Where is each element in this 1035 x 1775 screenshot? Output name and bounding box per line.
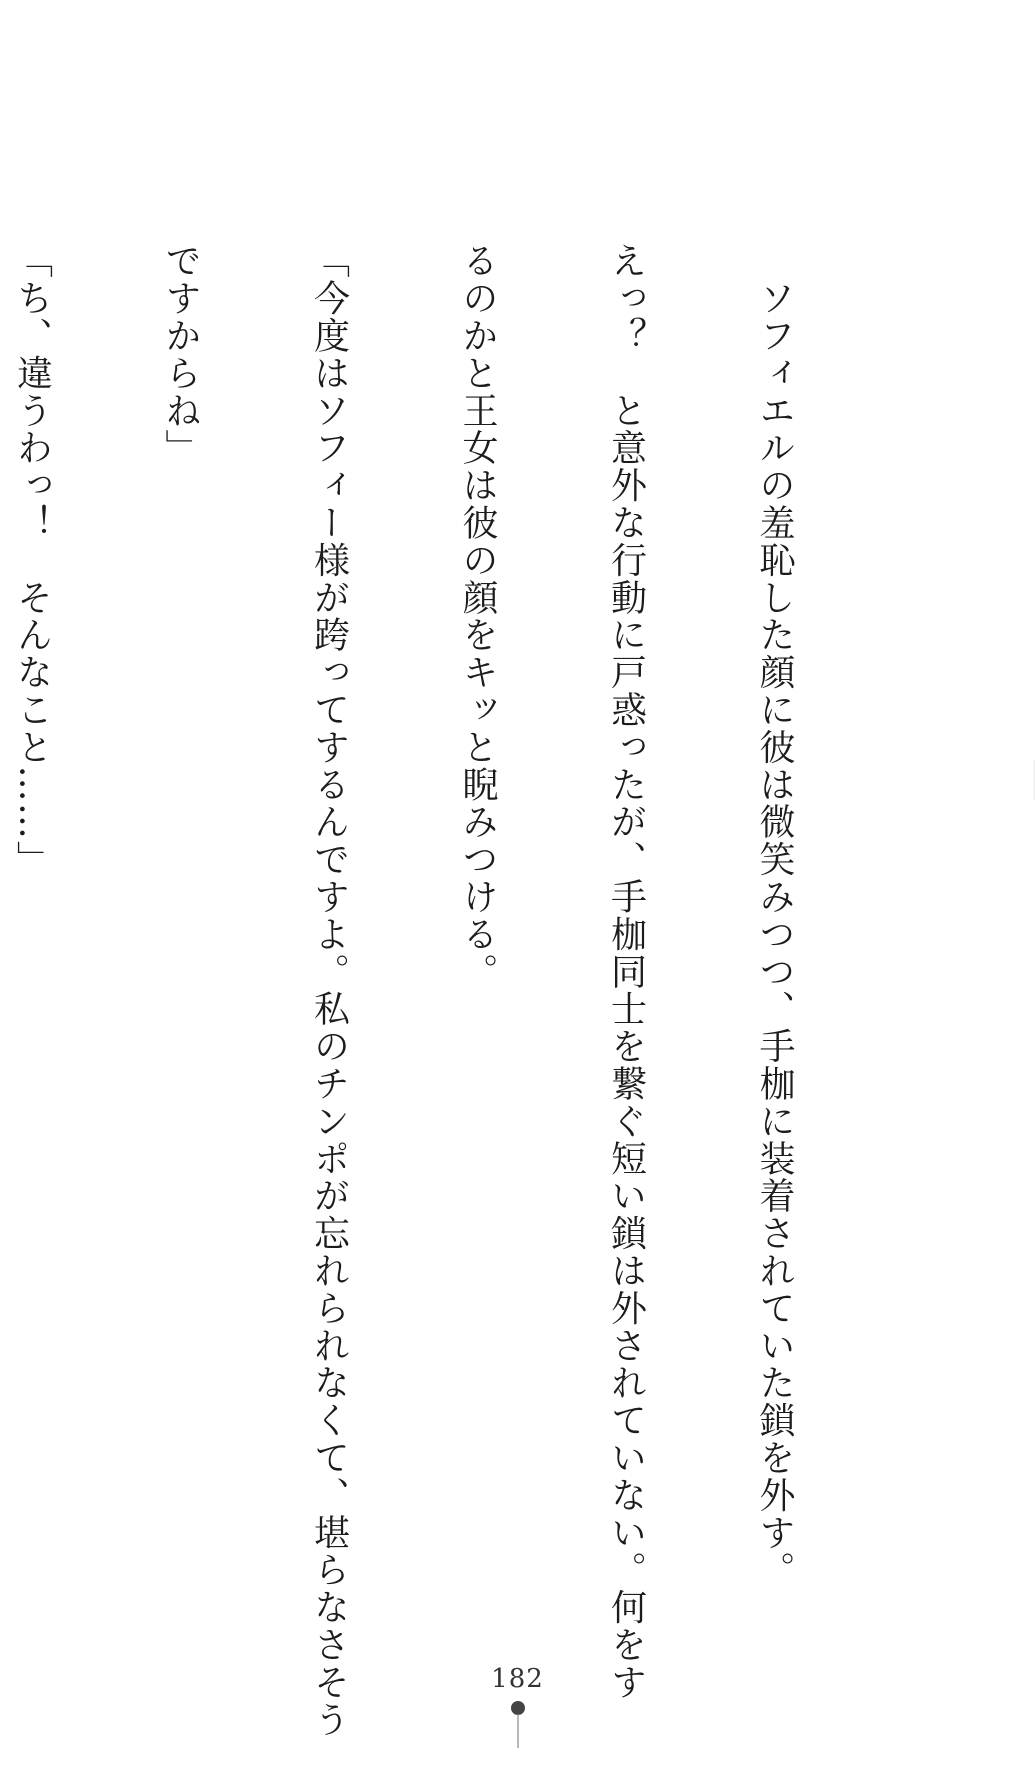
text-line-5: ですからね」	[160, 242, 201, 467]
page-marker-icon	[508, 1700, 528, 1748]
text-line-4: 「今度はソフィー様が跨ってするんですよ。私のチンポが忘れられなくて、堪らなさそう	[308, 242, 350, 1738]
text-line-2: えっ？ と意外な行動に戸惑ったが、手枷同士を繋ぐ短い鎖は外されていない。何をす	[605, 242, 647, 1701]
text-line-6: 「ち、違うわっ！ そんなこと……」	[11, 242, 53, 878]
text-line-1: ソフィエルの羞恥した顔に彼は微笑みつつ、手枷に装着されていた鎖を外す。	[754, 242, 795, 1589]
text-line-3: るのかと王女は彼の顔をキッと睨みつける。	[457, 242, 498, 990]
page-number: 182	[491, 1664, 544, 1694]
